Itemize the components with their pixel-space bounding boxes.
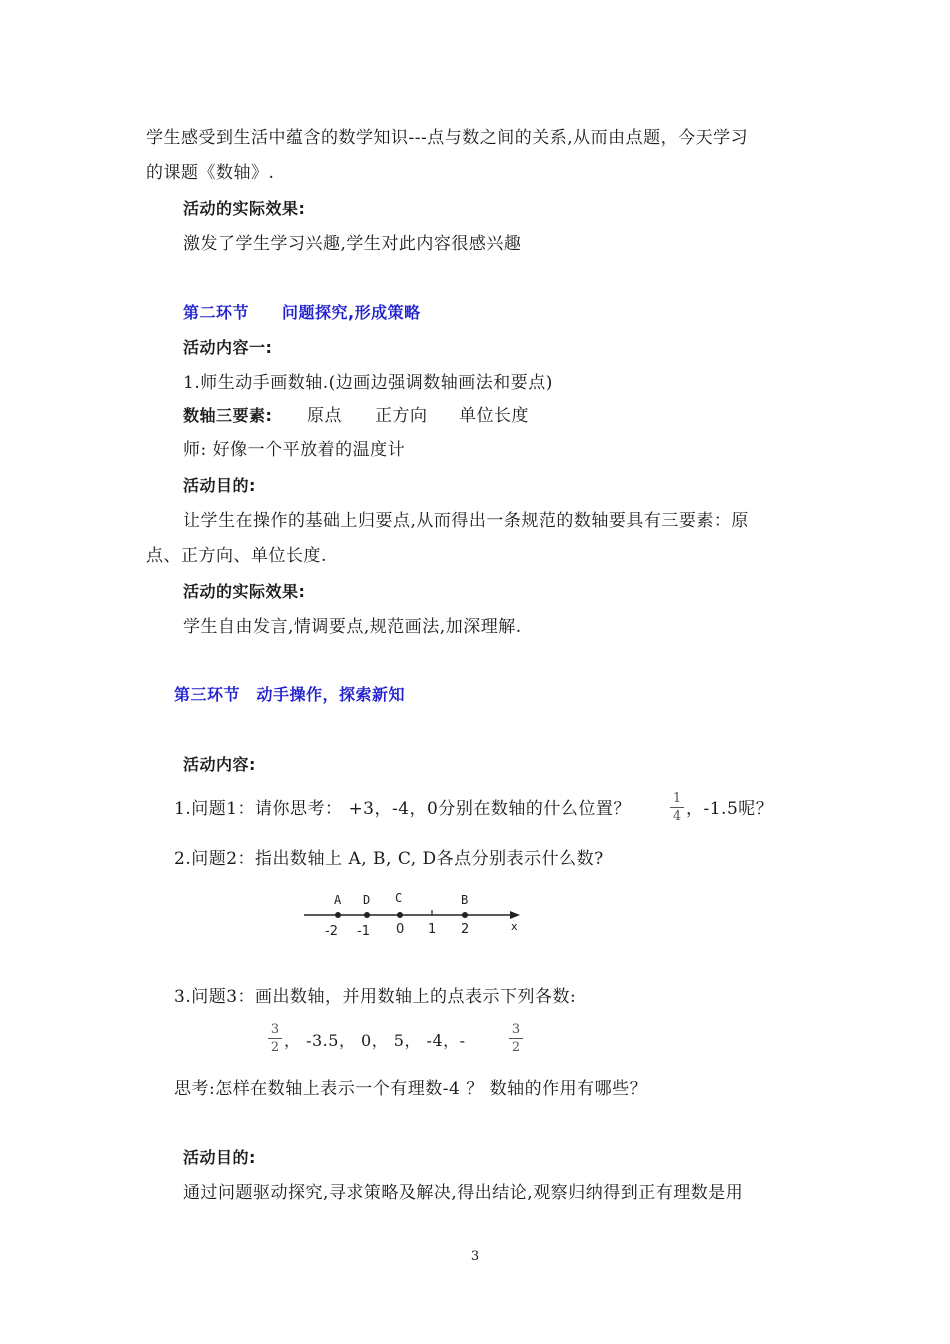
point-c <box>397 912 403 918</box>
axis-element-direction: 正方向 <box>375 406 428 426</box>
section2-purpose-line1: 让学生在操作的基础上归要点,从而得出一条规范的数轴要具有三要素：原 <box>183 511 749 531</box>
point-a <box>335 912 341 918</box>
point-label-d: D <box>363 893 371 907</box>
tick-label-neg2: -2 <box>325 924 338 939</box>
tick-label-1: 1 <box>428 922 437 937</box>
teacher-line: 师: 好像一个平放着的温度计 <box>183 440 406 460</box>
point-label-a: A <box>334 893 342 907</box>
q3-frac1-den: 2 <box>270 1040 280 1055</box>
axis-elements-label: 数轴三要素: <box>183 406 273 425</box>
axis-label-x: x <box>511 920 518 933</box>
q3-frac1-num: 3 <box>270 1022 280 1037</box>
q1-frac-den: 4 <box>672 809 682 824</box>
q3-fraction-2 <box>509 1022 523 1055</box>
axis-element-origin: 原点 <box>307 406 342 426</box>
tick-label-neg1: -1 <box>357 924 370 939</box>
section3-purpose-line1: 通过问题驱动探究,寻求策略及解决,得出结论,观察归纳得到正有理数是用 <box>183 1183 744 1203</box>
point-label-c: C <box>395 891 403 905</box>
think-line: 思考:怎样在数轴上表示一个有理数-4 ？ 数轴的作用有哪些？ <box>174 1079 648 1099</box>
point-b <box>462 912 468 918</box>
section2-purpose-line2: 点、正方向、单位长度. <box>146 546 327 566</box>
tick-label-2: 2 <box>461 922 470 937</box>
section2-item1: 1.师生动手画数轴.(边画边强调数轴画法和要点) <box>183 373 553 393</box>
para1-line2: 的课题《数轴》. <box>146 163 275 183</box>
q3-fraction-1 <box>268 1022 282 1055</box>
point-d <box>364 912 370 918</box>
axis-arrow <box>510 911 520 919</box>
axis-elements-row <box>183 405 529 427</box>
axis-element-unit: 单位长度 <box>459 406 529 426</box>
q3-frac2-num: 3 <box>511 1022 521 1037</box>
number-line-figure <box>300 888 540 944</box>
tick-label-0: 0 <box>396 922 405 937</box>
section2-content-heading: 活动内容一: <box>183 338 273 357</box>
section2-effect-text: 学生自由发言,情调要点,规范画法,加深理解. <box>183 617 522 637</box>
para1-line1: 学生感受到生活中蕴含的数学知识---点与数之间的关系,从而由点题，今天学习 <box>146 128 749 148</box>
effect1-text: 激发了学生学习兴趣,学生对此内容很感兴趣 <box>183 234 522 254</box>
section3-content-heading: 活动内容: <box>183 755 256 774</box>
question3-values: ， -3.5， 0， 5， -4，- <box>284 1031 466 1050</box>
section2-title: 第二环节 问题探究,形成策略 <box>183 303 421 322</box>
q3-frac2-den: 2 <box>511 1040 521 1055</box>
question1: 1.问题1：请你思考： +3，-4，0分别在数轴的什么位置？ <box>174 799 631 819</box>
section3-title: 第三环节 动手操作，探索新知 <box>174 685 406 704</box>
page-number: 3 <box>470 1249 480 1264</box>
effect1-heading: 活动的实际效果: <box>183 199 306 218</box>
point-label-b: B <box>461 893 469 907</box>
section2-purpose-heading: 活动目的: <box>183 476 256 495</box>
question1-tail: ，-1.5呢？ <box>686 799 774 819</box>
q1-frac-num: 1 <box>672 791 682 806</box>
section2-effect-heading: 活动的实际效果: <box>183 582 306 601</box>
section3-purpose-heading: 活动目的: <box>183 1148 256 1167</box>
q1-fraction <box>670 791 684 824</box>
question2: 2.问题2：指出数轴上 A, B, C, D各点分别表示什么数? <box>174 849 604 869</box>
question3: 3.问题3：画出数轴，并用数轴上的点表示下列各数: <box>174 987 577 1007</box>
